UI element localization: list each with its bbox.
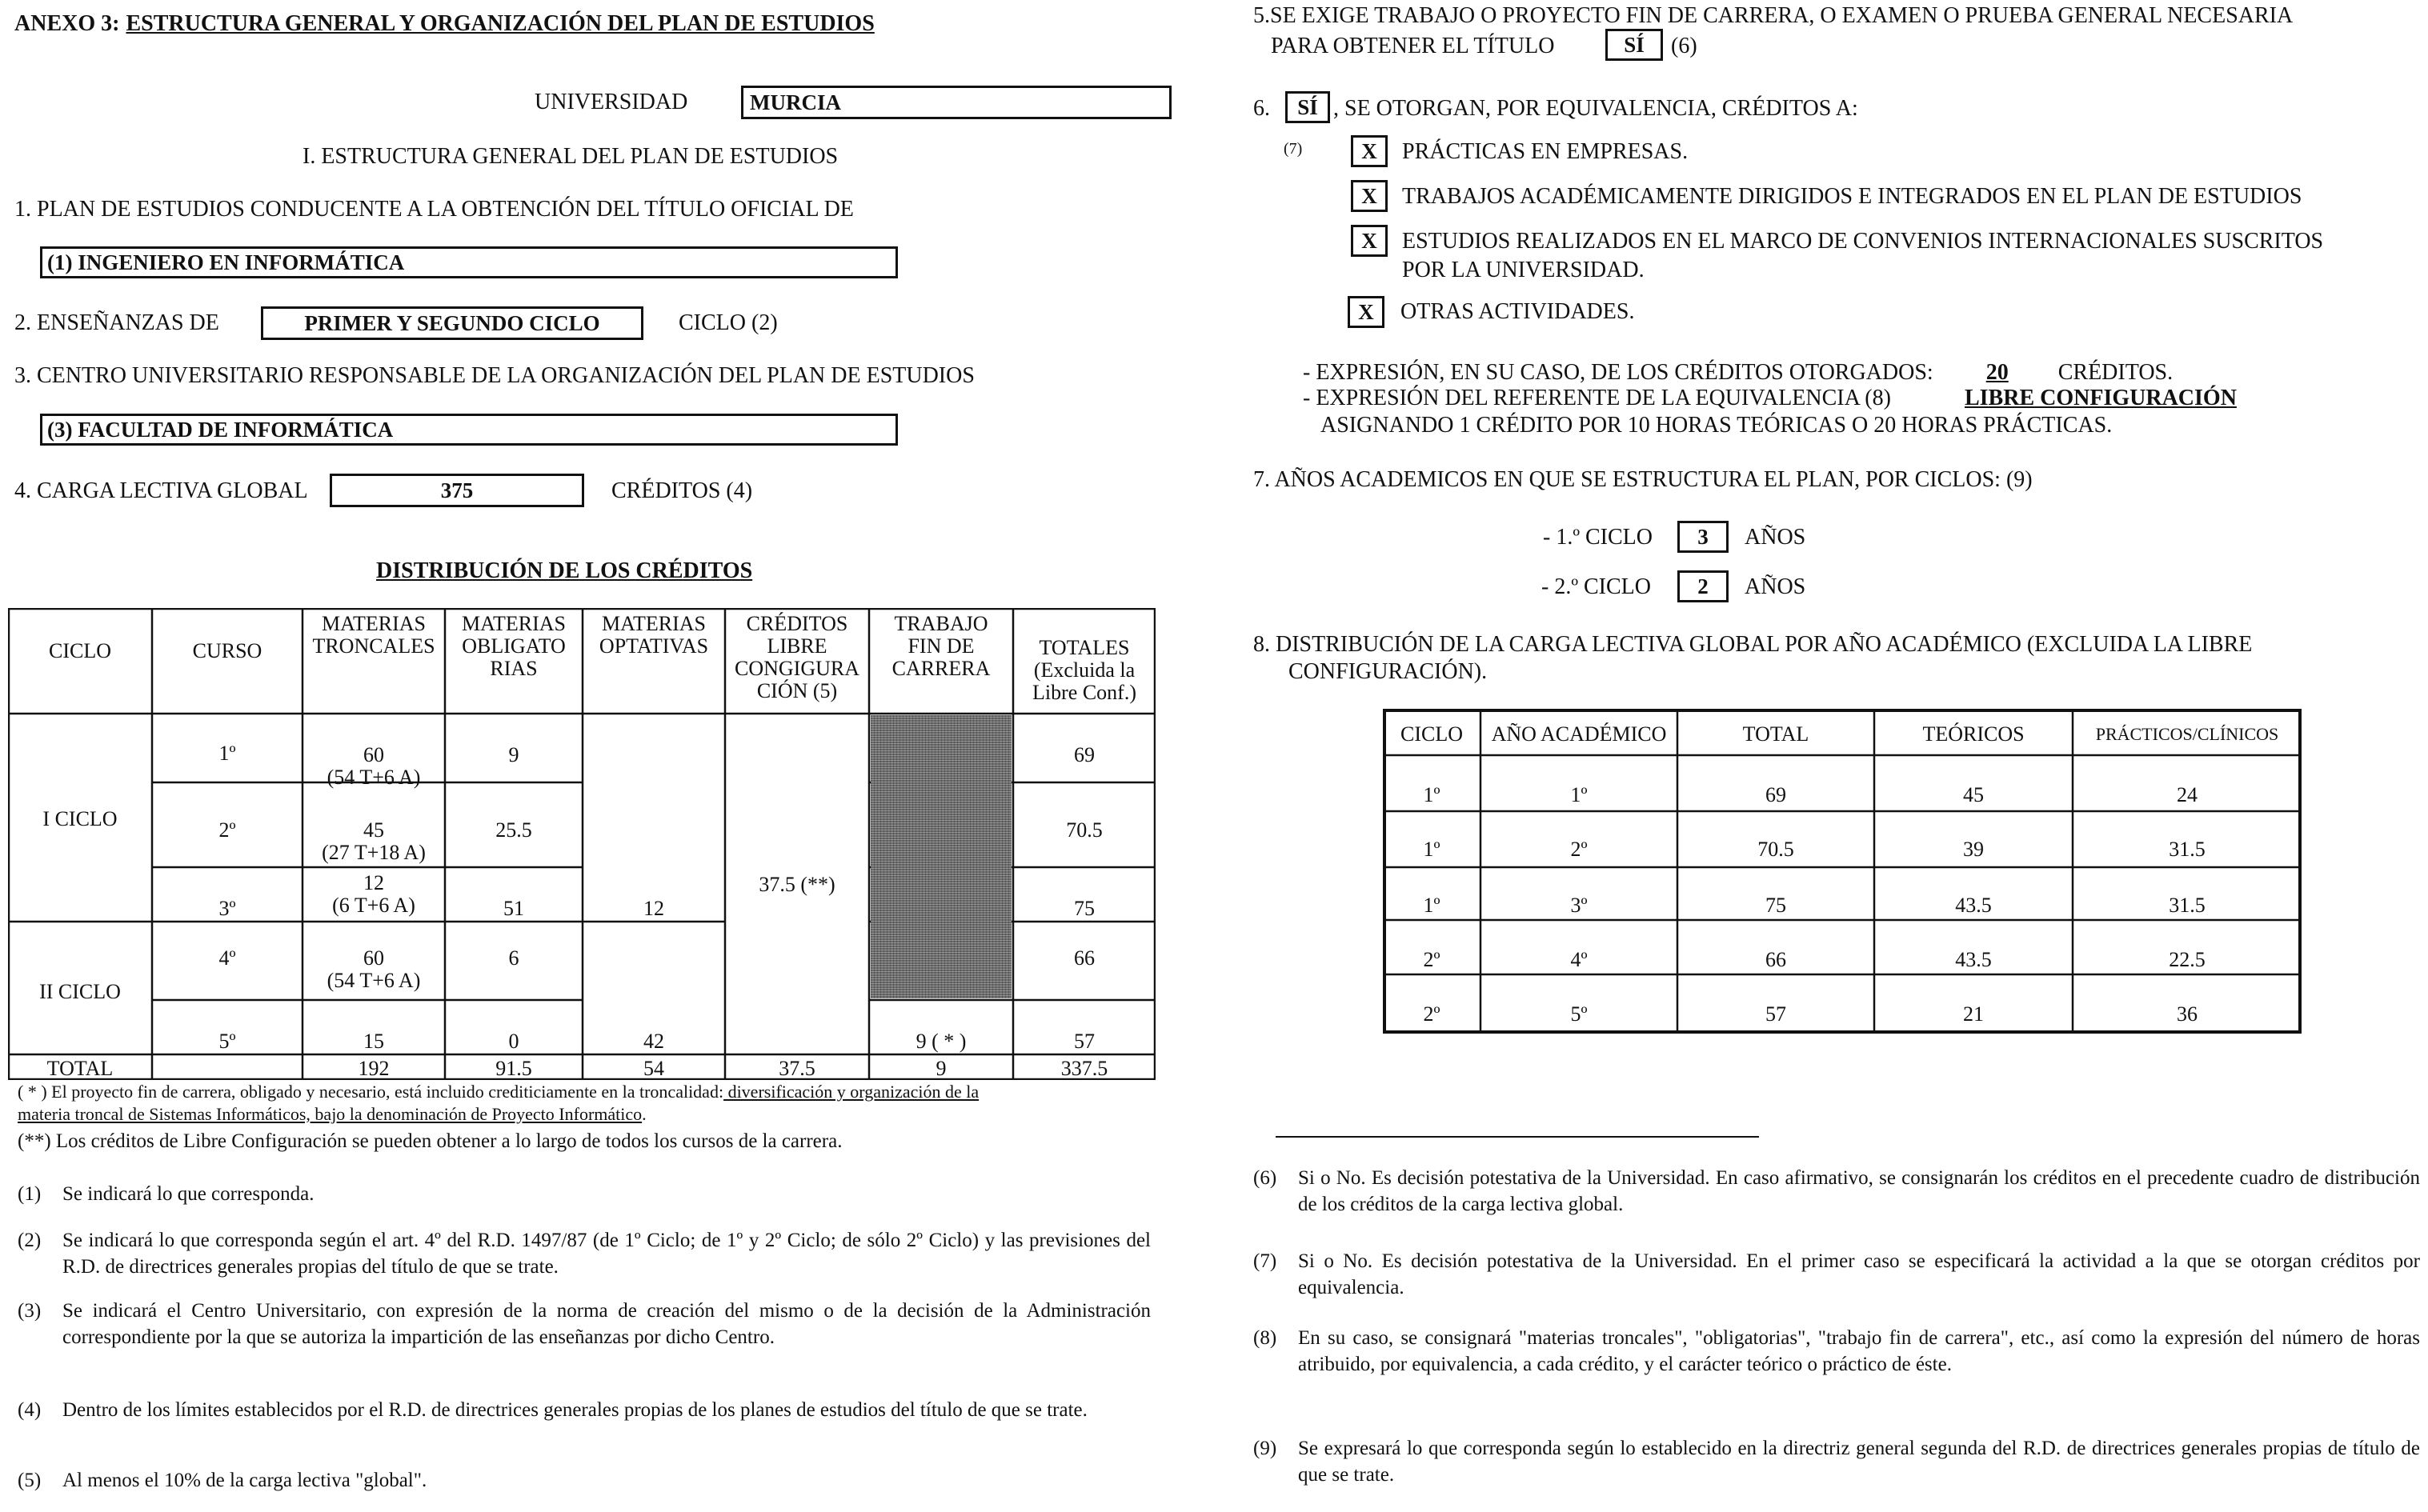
centro-value: (3) FACULTAD DE INFORMÁTICA — [47, 417, 394, 442]
ciclo2-years-label: - 2.º CICLO — [1541, 574, 1652, 599]
totales-4: 66 — [1074, 946, 1095, 970]
year-r3-practicos: 31.5 — [2169, 894, 2206, 917]
item6-value: SÍ — [1297, 94, 1318, 119]
ciclo1-years-box — [1677, 521, 1729, 553]
note-8-text: En su caso, se consignará "materias troncales", "obligatorias", "trabajo fin de carrera", etc., así como la expresión del número de horas atribuido, por equivalencia, a cada crédito, y el carácter teórico o práctico de éste. — [1298, 1327, 2420, 1376]
troncales-1 — [302, 744, 445, 789]
troncales-2-detail: (27 T+18 A) — [322, 841, 426, 865]
year-header-ciclo: CICLO — [1400, 722, 1463, 746]
carga-value: 375 — [440, 478, 474, 502]
year-r2-ano: 2º — [1570, 838, 1588, 861]
note-7 — [1253, 1248, 2422, 1304]
header-obligatorias-l2: OBLIGATO — [462, 634, 566, 658]
item6-value-box — [1285, 91, 1330, 123]
item8-line2: CONFIGURACIÓN). — [1288, 659, 1488, 684]
note-7-num: (7) — [1253, 1250, 1277, 1272]
note-6-text: Si o No. Es decisión potestativa de la Universidad. En caso afirmativo, se consignarán los créditos en el precedente cuadro de distribución de los créditos de la carga lectiva global. — [1298, 1167, 2420, 1216]
item6-text: , SE OTORGAN, POR EQUIVALENCIA, CRÉDITOS A: — [1333, 96, 1858, 121]
note-9-num: (9) — [1253, 1438, 1277, 1459]
ensenanzas-field — [261, 306, 643, 340]
troncales-4-detail: (54 T+6 A) — [327, 969, 421, 993]
year-r2-ciclo: 1º — [1423, 838, 1440, 861]
note-6 — [1253, 1165, 2422, 1221]
item5-ref: (6) — [1671, 34, 1697, 58]
year-r4-teoricos: 43.5 — [1955, 948, 1992, 971]
expr2-label: - EXPRESIÓN DEL REFERENTE DE LA EQUIVALENCIA (8) — [1303, 386, 1891, 410]
note-3 — [18, 1298, 1151, 1381]
header-libre — [725, 613, 869, 702]
ciclo1-years-value: 3 — [1697, 524, 1709, 549]
header-totales-l1: TOTALES — [1039, 636, 1130, 659]
header-libre-l1: CRÉDITOS — [746, 612, 848, 635]
note-3-num: (3) — [18, 1300, 42, 1322]
note-4-text: Dentro de los límites establecidos por el R.D. de directrices generales propias de los planes de estudios del título de que se trate. — [62, 1399, 1088, 1421]
option-2-mark: X — [1361, 183, 1377, 208]
note-1-num: (1) — [18, 1183, 42, 1205]
troncales-2-value: 45 — [363, 818, 384, 842]
section-title: I. ESTRUCTURA GENERAL DEL PLAN DE ESTUDIOS — [302, 144, 839, 169]
header-optativas — [583, 613, 725, 658]
option-2-label: TRABAJOS ACADÉMICAMENTE DIRIGIDOS E INTEGRADOS EN EL PLAN DE ESTUDIOS — [1402, 184, 2302, 209]
note-8-num: (8) — [1253, 1327, 1277, 1349]
header-optativas-l2: OPTATIVAS — [599, 634, 709, 658]
year-header-practicos: PRÁCTICOS/CLÍNICOS — [2095, 724, 2279, 744]
title-field — [40, 246, 898, 278]
total-troncales: 192 — [358, 1057, 390, 1080]
note-4-num: (4) — [18, 1399, 42, 1421]
note-2 — [18, 1227, 1151, 1283]
expr2-line — [1303, 387, 2297, 410]
total-obligatorias: 91.5 — [495, 1057, 532, 1080]
header-troncales — [302, 613, 445, 658]
header-obligatorias — [445, 613, 583, 680]
troncales-4 — [302, 947, 445, 992]
header-libre-l2: LIBRE — [767, 634, 827, 658]
ciclo-1-label: I CICLO — [42, 807, 118, 830]
item7-label: 7. AÑOS ACADEMICOS EN QUE SE ESTRUCTURA EL PLAN, POR CICLOS: (9) — [1253, 467, 2033, 492]
year-r1-ciclo: 1º — [1423, 783, 1440, 806]
footnote-double-star: (**) Los créditos de Libre Configuración se pueden obtener a lo largo de todos los cursos de la carrera. — [18, 1130, 843, 1152]
header-optativas-l1: MATERIAS — [601, 612, 706, 635]
curso-1: 1º — [218, 742, 236, 765]
year-r5-ano: 5º — [1570, 1002, 1588, 1026]
option-1-mark: X — [1361, 138, 1377, 163]
header-libre-l3: CONGIGURA — [735, 657, 859, 681]
year-r5-ciclo: 2º — [1423, 1002, 1440, 1026]
note-2-num: (2) — [18, 1230, 42, 1251]
carga-field — [330, 474, 584, 507]
option-1-checkbox[interactable] — [1351, 135, 1388, 167]
note-1 — [18, 1181, 1138, 1210]
universidad-label: UNIVERSIDAD — [535, 90, 688, 114]
option-4-checkbox[interactable] — [1348, 296, 1384, 328]
universidad-value: MURCIA — [750, 90, 841, 114]
libre-value: 37.5 (**) — [759, 873, 835, 896]
item4-suffix: CRÉDITOS (4) — [611, 478, 753, 503]
note-7-text: Si o No. Es decisión potestativa de la Universidad. En el primer caso se especificará la actividad a la que se otorgan créditos por equivalencia. — [1298, 1250, 2420, 1299]
annex-heading — [14, 13, 875, 35]
note-2-text: Se indicará lo que corresponda según el art. 4º del R.D. 1497/87 (de 1º Ciclo; de 1º y 2º Ciclo; de sólo 2º Ciclo) y las previsiones del R.D. de directrices generales propias del título de que se trate. — [62, 1230, 1151, 1278]
year-r1-total: 69 — [1765, 783, 1786, 806]
option-4-mark: X — [1358, 299, 1374, 324]
footnote-star-underlined-1: diversificación y organización de la — [723, 1082, 980, 1102]
header-trabajo-l3: CARRERA — [891, 657, 991, 681]
universidad-field — [741, 86, 1172, 119]
troncales-5: 15 — [363, 1030, 384, 1053]
item2-suffix: CICLO (2) — [679, 310, 778, 335]
footnote-star-underlined-2: materia troncal de Sistemas Informáticos, bajo la denominación de Proyecto Informático — [18, 1104, 643, 1124]
option-2-checkbox[interactable] — [1351, 180, 1388, 212]
header-libre-l4: CIÓN (5) — [756, 679, 838, 703]
header-totales-l2: (Excluida la — [1033, 658, 1136, 682]
total-libre: 37.5 — [779, 1057, 815, 1080]
note-8 — [1253, 1325, 2422, 1408]
year-header-ano: AÑO ACADÉMICO — [1491, 722, 1667, 746]
footnote-separator — [1276, 1136, 1759, 1138]
year-r3-ciclo: 1º — [1423, 894, 1440, 917]
title-value: (1) INGENIERO EN INFORMÁTICA — [47, 250, 405, 274]
total-trabajo: 9 — [936, 1057, 947, 1080]
total-label: TOTAL — [46, 1057, 114, 1080]
expr1-suffix: CRÉDITOS. — [2057, 360, 2174, 385]
note-5-text: Al menos el 10% de la carga lectiva "global". — [62, 1470, 427, 1491]
note-5 — [18, 1467, 1138, 1496]
year-r1-practicos: 24 — [2177, 783, 2198, 806]
year-header-total: TOTAL — [1742, 722, 1809, 746]
ciclo2-years-box — [1677, 570, 1729, 602]
header-curso: CURSO — [192, 639, 262, 662]
note-9-text: Se expresará lo que corresponda según lo establecido en la directriz general segunda del R.D. de directrices generales propias de título de que se trate. — [1298, 1438, 2420, 1486]
troncales-3-detail: (6 T+6 A) — [332, 894, 415, 918]
optativas-3: 12 — [643, 897, 664, 920]
ciclo-2-label: II CICLO — [39, 980, 121, 1003]
note-1-text: Se indicará lo que corresponda. — [62, 1183, 315, 1205]
centro-field — [40, 414, 898, 446]
header-trabajo — [869, 613, 1013, 680]
totales-5: 57 — [1074, 1030, 1095, 1053]
obligatorias-4: 6 — [508, 946, 519, 970]
header-trabajo-l2: FIN DE — [907, 634, 975, 658]
header-totales-l3: Libre Conf.) — [1032, 681, 1136, 705]
year-r1-ano: 1º — [1570, 783, 1588, 806]
header-obligatorias-l1: MATERIAS — [461, 612, 566, 635]
trabajo-5: 9 ( * ) — [916, 1030, 967, 1053]
ciclo2-years-value: 2 — [1697, 574, 1709, 598]
optativas-5: 42 — [643, 1030, 664, 1053]
troncales-2 — [302, 819, 445, 864]
ciclo1-years-unit: AÑOS — [1745, 525, 1806, 550]
option-3-label-cont: POR LA UNIVERSIDAD. — [1402, 258, 1645, 282]
note-3-text: Se indicará el Centro Universitario, con expresión de la norma de creación del mismo o de la decisión de la Administración correspondiente por la que se autoriza la impartición de las enseñanzas por dicho Centro. — [62, 1300, 1151, 1349]
item2-label: 2. ENSEÑANZAS DE — [14, 310, 219, 335]
year-r3-teoricos: 43.5 — [1955, 894, 1992, 917]
totales-1: 69 — [1074, 743, 1095, 766]
note-6-num: (6) — [1253, 1167, 1277, 1189]
totales-3: 75 — [1074, 897, 1095, 920]
obligatorias-1: 9 — [508, 743, 519, 766]
expr1-value: 20 — [1985, 360, 2009, 385]
trabajo-shaded-area — [871, 715, 1012, 998]
header-troncales-l1: MATERIAS — [321, 612, 426, 635]
item5-line1: 5.SE EXIGE TRABAJO O PROYECTO FIN DE CARRERA, O EXAMEN O PRUEBA GENERAL NECESARIA — [1253, 3, 2294, 28]
option-4-label: OTRAS ACTIVIDADES. — [1400, 299, 1635, 324]
curso-2: 2º — [218, 818, 236, 842]
troncales-3 — [302, 872, 445, 917]
item5-value-box — [1605, 29, 1663, 61]
item5-line2: PARA OBTENER EL TÍTULO — [1271, 34, 1555, 58]
annex-title: ESTRUCTURA GENERAL Y ORGANIZACIÓN DEL PLAN DE ESTUDIOS — [126, 11, 875, 36]
footnote-star-line2 — [18, 1106, 647, 1123]
header-ciclo: CICLO — [49, 639, 111, 662]
option-3-mark: X — [1361, 228, 1377, 253]
year-r2-total: 70.5 — [1757, 838, 1794, 861]
item6-num: 6. — [1253, 96, 1270, 121]
footnote-star — [18, 1083, 979, 1101]
footnote-star-end: . — [642, 1104, 647, 1124]
totales-2: 70.5 — [1066, 818, 1103, 842]
year-r2-teoricos: 39 — [1963, 838, 1984, 861]
expr2-line2: ASIGNANDO 1 CRÉDITO POR 10 HORAS TEÓRICAS O 20 HORAS PRÁCTICAS. — [1320, 413, 2113, 438]
year-r4-ciclo: 2º — [1423, 948, 1440, 971]
expr1-label: - EXPRESIÓN, EN SU CASO, DE LOS CRÉDITOS OTORGADOS: — [1303, 360, 1933, 385]
total-totales: 337.5 — [1060, 1057, 1108, 1080]
obligatorias-5: 0 — [508, 1030, 519, 1053]
troncales-3-value: 12 — [363, 871, 384, 894]
item3-label: 3. CENTRO UNIVERSITARIO RESPONSABLE DE LA ORGANIZACIÓN DEL PLAN DE ESTUDIOS — [14, 363, 975, 388]
header-trabajo-l1: TRABAJO — [894, 612, 988, 635]
ciclo1-years-label: - 1.º CICLO — [1543, 525, 1653, 550]
obligatorias-3: 51 — [503, 897, 524, 920]
year-r3-ano: 3º — [1570, 894, 1588, 917]
distribution-title: DISTRIBUCIÓN DE LOS CRÉDITOS — [376, 558, 753, 583]
option-1-label: PRÁCTICAS EN EMPRESAS. — [1402, 139, 1689, 164]
header-obligatorias-l3: RIAS — [490, 657, 538, 681]
year-r4-total: 66 — [1765, 948, 1786, 971]
item5-value: SÍ — [1624, 32, 1645, 57]
ensenanzas-value: PRIMER Y SEGUNDO CICLO — [304, 310, 600, 335]
option-3-checkbox[interactable] — [1351, 225, 1388, 257]
year-table — [1383, 709, 2302, 1034]
expr1-line — [1303, 362, 2173, 384]
header-totales — [1013, 637, 1156, 704]
item4-label: 4. CARGA LECTIVA GLOBAL — [14, 478, 308, 503]
troncales-4-value: 60 — [363, 946, 384, 970]
year-r5-total: 57 — [1765, 1002, 1786, 1026]
header-troncales-l2: TRONCALES — [312, 634, 435, 658]
year-r3-total: 75 — [1765, 894, 1786, 917]
item6-ref: (7) — [1284, 140, 1303, 158]
note-9 — [1253, 1435, 2422, 1491]
note-4 — [18, 1397, 1138, 1453]
curso-4: 4º — [218, 946, 236, 970]
ciclo2-years-unit: AÑOS — [1745, 574, 1806, 599]
obligatorias-2: 25.5 — [495, 818, 532, 842]
expr2-value: LIBRE CONFIGURACIÓN — [1964, 386, 2237, 410]
curso-5: 5º — [218, 1030, 236, 1053]
year-r5-teoricos: 21 — [1963, 1002, 1984, 1026]
item1-label: 1. PLAN DE ESTUDIOS CONDUCENTE A LA OBTENCIÓN DEL TÍTULO OFICIAL DE — [14, 197, 854, 222]
annex-prefix: ANEXO 3: — [14, 11, 120, 36]
total-optativas: 54 — [643, 1057, 664, 1080]
troncales-1-detail: (54 T+6 A) — [327, 766, 421, 790]
note-5-num: (5) — [18, 1470, 42, 1491]
option-3-label: ESTUDIOS REALIZADOS EN EL MARCO DE CONVENIOS INTERNACIONALES SUSCRITOS — [1402, 229, 2324, 254]
year-r1-teoricos: 45 — [1963, 783, 1984, 806]
curso-3: 3º — [218, 897, 236, 920]
footnote-star-prefix: ( * ) El proyecto fin de carrera, obligado y necesario, está incluido crediticiamente en la troncalidad: — [18, 1082, 724, 1102]
year-r5-practicos: 36 — [2177, 1002, 2198, 1026]
year-r2-practicos: 31.5 — [2169, 838, 2206, 861]
year-table-grid — [1383, 709, 2302, 1034]
year-r4-practicos: 22.5 — [2169, 948, 2206, 971]
troncales-1-value: 60 — [363, 743, 384, 766]
year-header-teoricos: TEÓRICOS — [1922, 722, 2025, 746]
distribution-table — [8, 608, 1156, 1080]
year-r4-ano: 4º — [1570, 948, 1588, 971]
item8-line1: 8. DISTRIBUCIÓN DE LA CARGA LECTIVA GLOBAL POR AÑO ACADÉMICO (EXCLUIDA LA LIBRE — [1253, 632, 2253, 657]
